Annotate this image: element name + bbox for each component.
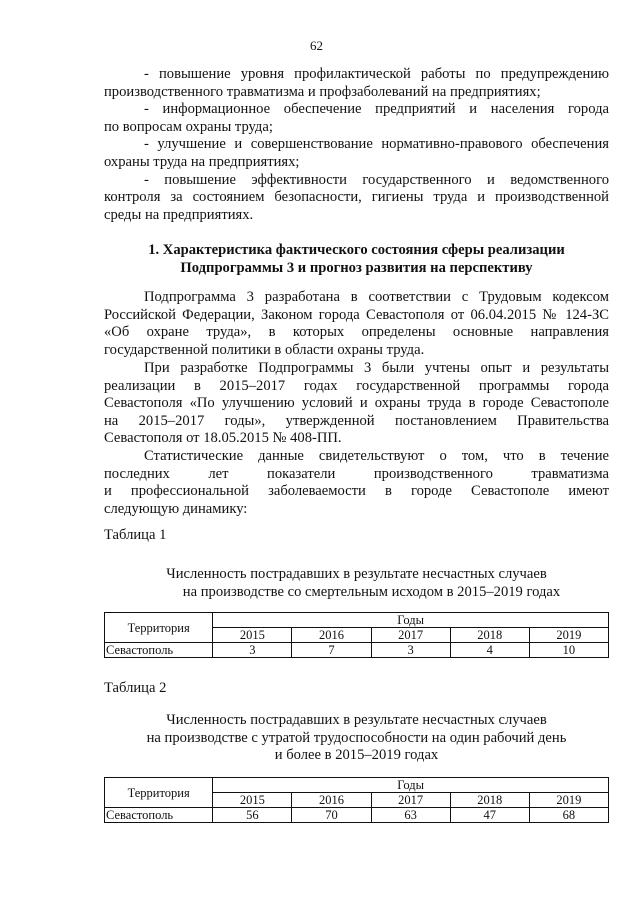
- page-number: 62: [310, 38, 323, 53]
- table-title-line: на производстве со смертельным исходом в 2015–2019 годах: [182, 583, 561, 600]
- data-table: [104, 777, 609, 823]
- paragraph-line: реализации в 2015–2017 годах государственной программы города: [104, 377, 609, 394]
- section-heading-line: 1. Характеристика фактического состояния сферы реализации: [148, 242, 565, 258]
- years-header: Годы: [213, 613, 609, 628]
- paragraph-line: Севастополя «По улучшению условий и охраны труда в городе Севастополе: [104, 395, 609, 412]
- value-cell: 7: [292, 643, 371, 658]
- year-cell: 2016: [292, 793, 371, 808]
- paragraph: [104, 289, 609, 359]
- paragraph-line: последних лет показатели производственного травматизма: [104, 465, 609, 482]
- year-cell: 2019: [529, 628, 608, 643]
- paragraph-line: Подпрограмма 3 разработана в соответствии с Трудовым кодексом: [144, 289, 609, 305]
- table-title-line: на производстве с утратой трудоспособности на один рабочий день: [146, 729, 567, 746]
- table-row: [105, 643, 609, 658]
- year-cell: 2017: [371, 628, 450, 643]
- section-heading-line: Подпрограммы 3 и прогноз развития на перспективу: [180, 260, 533, 276]
- value-cell: 4: [450, 643, 529, 658]
- years-header: Годы: [213, 778, 609, 793]
- table-title-line: Численность пострадавших в результате несчастных случаев: [166, 566, 547, 582]
- table-title-line: и более в 2015–2019 годах: [274, 747, 439, 764]
- value-cell: 70: [292, 808, 371, 823]
- paragraph-line: «Об охране труда», в которых определены основные направления: [104, 324, 609, 341]
- year-cell: 2019: [529, 793, 608, 808]
- value-cell: 68: [529, 808, 608, 823]
- paragraph-line: на 2015–2017 годы», утвержденной постановлением Правительства: [104, 412, 609, 429]
- paragraph-line: Севастополя от 18.05.2015 № 408-ПП.: [104, 430, 342, 447]
- year-cell: 2015: [213, 793, 292, 808]
- row-name-cell: Севастополь: [105, 643, 213, 658]
- table-label: Таблица 1: [104, 527, 167, 543]
- year-cell: 2016: [292, 628, 371, 643]
- territory-header: Территория: [105, 613, 213, 643]
- year-cell: 2018: [450, 628, 529, 643]
- bullet-list: [104, 66, 609, 224]
- table-title: [104, 566, 609, 601]
- value-cell: 3: [213, 643, 292, 658]
- table-header-row: [105, 613, 609, 628]
- table-header-row: [105, 778, 609, 793]
- row-name-cell: Севастополь: [105, 808, 213, 823]
- paragraph-line: следующую динамику:: [104, 500, 248, 517]
- list-item-continuation: среды на предприятиях.: [104, 206, 254, 223]
- value-cell: 63: [371, 808, 450, 823]
- list-item: - повышение уровня профилактической работы по предупреждению: [144, 66, 609, 82]
- paragraph-line: Российской Федерации, Законом города Севастополя от 06.04.2015 № 124-ЗС: [104, 306, 609, 323]
- table-title: [104, 712, 609, 765]
- list-item: - улучшение и совершенствование нормативно-правового обеспечения: [144, 136, 609, 153]
- data-table: [104, 612, 609, 658]
- list-item-continuation: охраны труда на предприятиях;: [104, 153, 300, 170]
- paragraph-line: Статистические данные свидетельствуют о том, что в течение: [144, 448, 609, 464]
- table-title-line: Численность пострадавших в результате несчастных случаев: [166, 712, 547, 728]
- list-item-continuation: производственного травматизма и профзаболеваний на предприятиях;: [104, 83, 541, 100]
- value-cell: 47: [450, 808, 529, 823]
- year-cell: 2015: [213, 628, 292, 643]
- year-cell: 2017: [371, 793, 450, 808]
- table-row: [105, 808, 609, 823]
- value-cell: 3: [371, 643, 450, 658]
- paragraph-line: и профессиональной заболеваемости в городе Севастополе имеют: [104, 483, 609, 500]
- list-item-continuation: по вопросам охраны труда;: [104, 118, 273, 135]
- territory-header: Территория: [105, 778, 213, 808]
- table-label: Таблица 2: [104, 680, 167, 696]
- paragraph-line: При разработке Подпрограммы 3 были учтены опыт и результаты: [144, 360, 609, 376]
- paragraph-line: государственной политики в области охраны труда.: [104, 341, 425, 358]
- value-cell: 10: [529, 643, 608, 658]
- list-item: - информационное обеспечение предприятий и населения города: [144, 101, 609, 118]
- value-cell: 56: [213, 808, 292, 823]
- list-item-continuation: контроля за состоянием безопасности, гигиены труда и производственной: [104, 189, 609, 206]
- list-item: - повышение эффективности государственного и ведомственного: [144, 171, 609, 188]
- paragraph: [104, 448, 609, 518]
- section-heading: [104, 241, 609, 277]
- year-cell: 2018: [450, 793, 529, 808]
- paragraph: [104, 360, 609, 448]
